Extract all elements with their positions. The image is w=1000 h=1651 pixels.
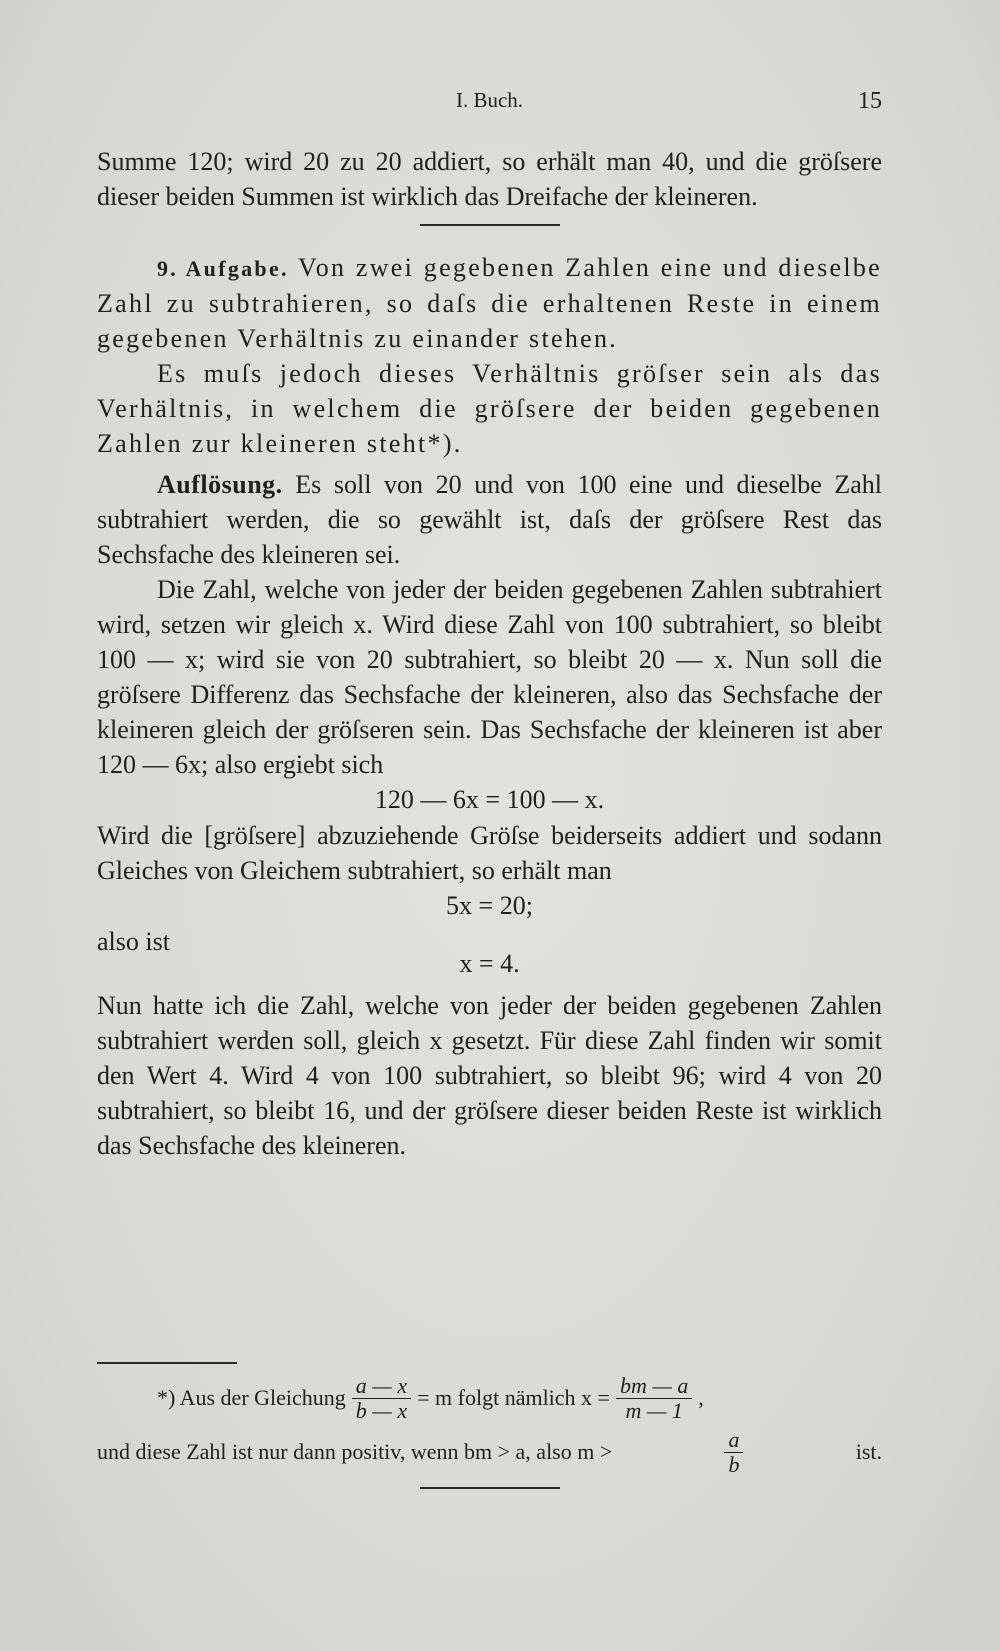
page-number: 15 [858,88,882,114]
also-ist-text: also ist [97,926,170,956]
aufloesung-text: Es soll von 20 und von 100 eine und dieselbe Zahl subtrahiert werden, die so gewählt ist, daſs der gröſsere Rest das Sechsfache des kleineren sei. [97,469,882,569]
paragraph-nun: Nun hatte ich die Zahl, welche von jeder der beiden gegebenen Zahlen subtrahiert werden soll, gleich x gesetzt. Für diese Zahl finden wir somit den Wert 4. Wird 4 von 100 subtrahiert, so bleibt 96; wird 4 von 20 subtrahiert, so bleibt 16, und der gröſsere dieser beiden Reste ist wirklich das Sechsfache des kleineren. [97,990,882,1160]
fraction-denominator: m — 1 [625,1397,683,1423]
also-ist-row [97,924,882,978]
running-title: I. Buch. [455,88,524,112]
footnote-line-2 [97,1426,882,1477]
footnote-line2-text: und diese Zahl ist nur dann positiv, wenn bm > a, also m > [97,1439,613,1464]
fraction-bm-minus-a [616,1374,692,1423]
fraction-a-minus-x [352,1374,411,1423]
fraction-a-over-b [724,1428,743,1477]
footnote-line2-end: ist. [855,1439,882,1464]
aufgabe-text: Von zwei gegebenen Zahlen eine und dieselbe Zahl zu subtrahieren, so daſs die erhaltenen Reste in einem gegebenen Verhältnis zu einander stehen. [97,252,882,353]
fraction-numerator: bm — a [616,1374,692,1399]
paragraph-aufloesung [97,467,882,572]
fraction-denominator: b — x [355,1397,408,1423]
paragraph-summe: Summe 120; wird 20 zu 20 addiert, so erhält man 40, und die gröſsere dieser beiden Summen ist wirklich das Dreifache der kleineren. [97,147,882,211]
paragraph-zahl: Die Zahl, welche von jeder der beiden gegebenen Zahlen subtrahiert wird, setzen wir gleich x. Wird diese Zahl von 100 subtrahiert, so bleibt 100 — x; wird sie von 20 subtrahiert, so bleibt 20 — x. Nun soll die gröſsere Differenz das Sechsfache der kleineren, also das Sechsfache der kleineren gleich der gröſseren sein. Das Sechsfache der kleineren ist aber 120 — 6x; also ergiebt sich [97,574,882,779]
paragraph-condition: Es muſs jedoch dieses Verhältnis gröſser sein als das Verhältnis, in welchem die gröſsere der beiden gegebenen Zahlen zur kleineren steht*). [97,358,882,458]
footnote-marker: *) Aus der Gleichung [157,1385,346,1410]
footnote [97,1368,882,1477]
fraction-denominator: b [728,1451,740,1477]
paragraph-aufgabe [97,250,882,356]
equation-1: 120 — 6x = 100 — x. [374,784,605,814]
paragraph-wird: Wird die [gröſsere] abzuziehende Gröſse beiderseits addiert und sodann Gleiches von Gleichem subtrahiert, so erhält man [97,820,882,885]
footnote-rule [97,1362,237,1364]
footnote-comma: , [698,1385,704,1410]
aufgabe-label: 9. Aufgabe. [157,255,289,281]
equation-3: x = 4. [459,948,520,978]
footnote-line-1 [97,1368,882,1428]
running-head [97,88,882,118]
bottom-rule [420,1487,560,1489]
section-rule [420,224,560,226]
aufloesung-label: Auflösung. [157,469,283,499]
main-text [97,144,882,1163]
footnote-mid-text: = m folgt nämlich x = [417,1385,610,1410]
fraction-numerator: a [724,1428,743,1453]
fraction-numerator: a — x [352,1374,411,1399]
equation-2: 5x = 20; [446,890,533,920]
